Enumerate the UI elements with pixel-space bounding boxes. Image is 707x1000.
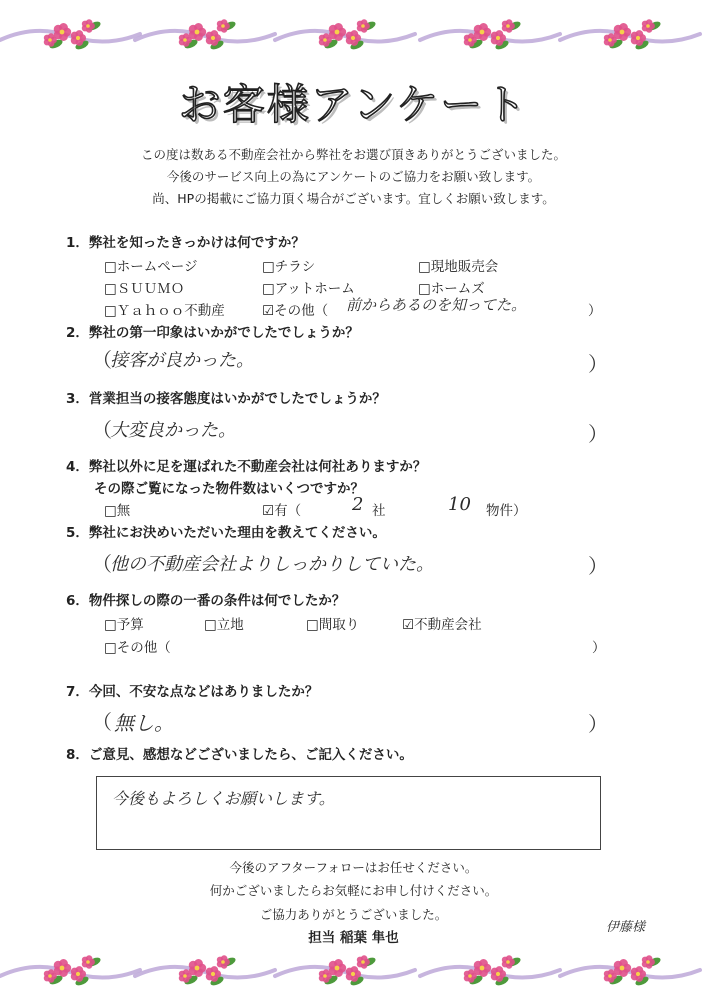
signature: 伊藤様 xyxy=(606,920,646,935)
q1-close-paren: ） xyxy=(588,303,602,319)
flower-icon xyxy=(502,19,515,32)
q4-option-yes[interactable]: ☑有（ xyxy=(262,503,302,519)
q7-open-paren: （ xyxy=(92,710,112,734)
staff-name: 担当 稲葉 隼也 xyxy=(308,930,399,946)
q1-option-homepage[interactable]: □ホームページ xyxy=(104,259,198,275)
flower-icon xyxy=(82,19,95,32)
q2-label: 2．弊社の第一印象はいかがでしたでしょうか？ xyxy=(66,325,359,341)
flower-icon xyxy=(357,19,370,32)
top-flower-border xyxy=(0,14,707,58)
q3-close-paren: ） xyxy=(588,422,608,446)
q6-option-other[interactable]: □その他（ xyxy=(104,640,171,656)
q8-label: 8．ご意見、感想などございましたら、ご記入ください。 xyxy=(66,747,413,763)
intro-line-2: 今後のサービス向上の為にアンケートのご協力をお願い致します。 xyxy=(166,169,541,184)
q4-option-none[interactable]: □無 xyxy=(104,503,131,519)
q4-company-count: 2 xyxy=(352,494,364,515)
q1-option-open-house[interactable]: □現地販売会 xyxy=(418,259,499,275)
q1-option-flyer[interactable]: □チラシ xyxy=(262,259,316,275)
q4-label: 4．弊社以外に足を運ばれた不動産会社は何社ありますか？ xyxy=(66,459,427,475)
q2-open-paren: （ xyxy=(92,348,112,372)
q4-company-unit: 社 xyxy=(372,503,386,519)
q5-answer: 他の不動産会社よりしっかりしていた。 xyxy=(110,554,434,575)
q6-option-location[interactable]: □立地 xyxy=(204,617,244,633)
q6-option-budget[interactable]: □予算 xyxy=(104,617,144,633)
q1-option-other[interactable]: ☑その他（ xyxy=(262,303,329,319)
q1-option-athome[interactable]: □アットホーム xyxy=(262,281,355,297)
q6-label: 6．物件探しの際の一番の条件は何でしたか？ xyxy=(66,593,346,609)
q6-option-agency[interactable]: ☑不動産会社 xyxy=(402,617,482,633)
q1-option-suumo[interactable]: □ＳＵＵＭＯ xyxy=(104,281,185,297)
q1-label: 1．弊社を知ったきっかけは何ですか？ xyxy=(66,235,305,251)
q8-answer: 今後もよろしくお願いします。 xyxy=(112,789,335,808)
intro-line-3: 尚、HPの掲載にご協力頂く場合がございます。宜しくお願い致します。 xyxy=(152,191,555,206)
q4-property-count: 10 xyxy=(448,494,471,515)
page-title: お客様アンケート xyxy=(178,80,529,129)
intro-line-1: この度は数ある不動産会社から弊社をお選び頂きありがとうございました。 xyxy=(140,147,566,162)
flower-icon xyxy=(82,955,95,968)
q3-label: 3．営業担当の接客態度はいかがでしたでしょうか？ xyxy=(66,391,386,407)
q7-label: 7．今回、不安な点などはありましたか？ xyxy=(66,684,319,700)
flower-icon xyxy=(217,955,230,968)
flower-icon xyxy=(642,19,655,32)
q7-answer: 無し。 xyxy=(114,711,174,735)
q4-label-2: その際ご覧になった物件数はいくつですか？ xyxy=(94,481,364,497)
bottom-flower-border xyxy=(0,950,707,994)
q1-option-homes[interactable]: □ホームズ xyxy=(418,281,485,297)
q5-close-paren: ） xyxy=(588,554,608,578)
flower-icon xyxy=(502,955,515,968)
q1-other-answer: 前からあるのを知ってた。 xyxy=(346,296,527,314)
closing-line-3: ご協力ありがとうございました。 xyxy=(259,907,448,922)
q7-close-paren: ） xyxy=(588,712,608,736)
flower-icon xyxy=(217,19,230,32)
closing-line-1: 今後のアフターフォローはお任せください。 xyxy=(229,860,478,875)
q1-option-yahoo[interactable]: □Ｙａｈｏｏ不動産 xyxy=(104,303,225,319)
q2-close-paren: ） xyxy=(588,352,608,376)
q5-open-paren: （ xyxy=(92,552,112,576)
q3-open-paren: （ xyxy=(92,418,112,442)
q6-option-layout[interactable]: □間取り xyxy=(306,617,360,633)
flower-icon xyxy=(642,955,655,968)
flower-icon xyxy=(357,955,370,968)
q3-answer: 大変良かった。 xyxy=(110,420,236,441)
q5-label: 5．弊社にお決めいただいた理由を教えてください。 xyxy=(66,525,386,541)
q2-answer: 接客が良かった。 xyxy=(110,350,254,371)
q4-property-unit: 物件） xyxy=(486,503,527,519)
closing-line-2: 何かございましたらお気軽にお申し付けください。 xyxy=(209,883,498,898)
q6-close-paren: ） xyxy=(592,640,606,656)
